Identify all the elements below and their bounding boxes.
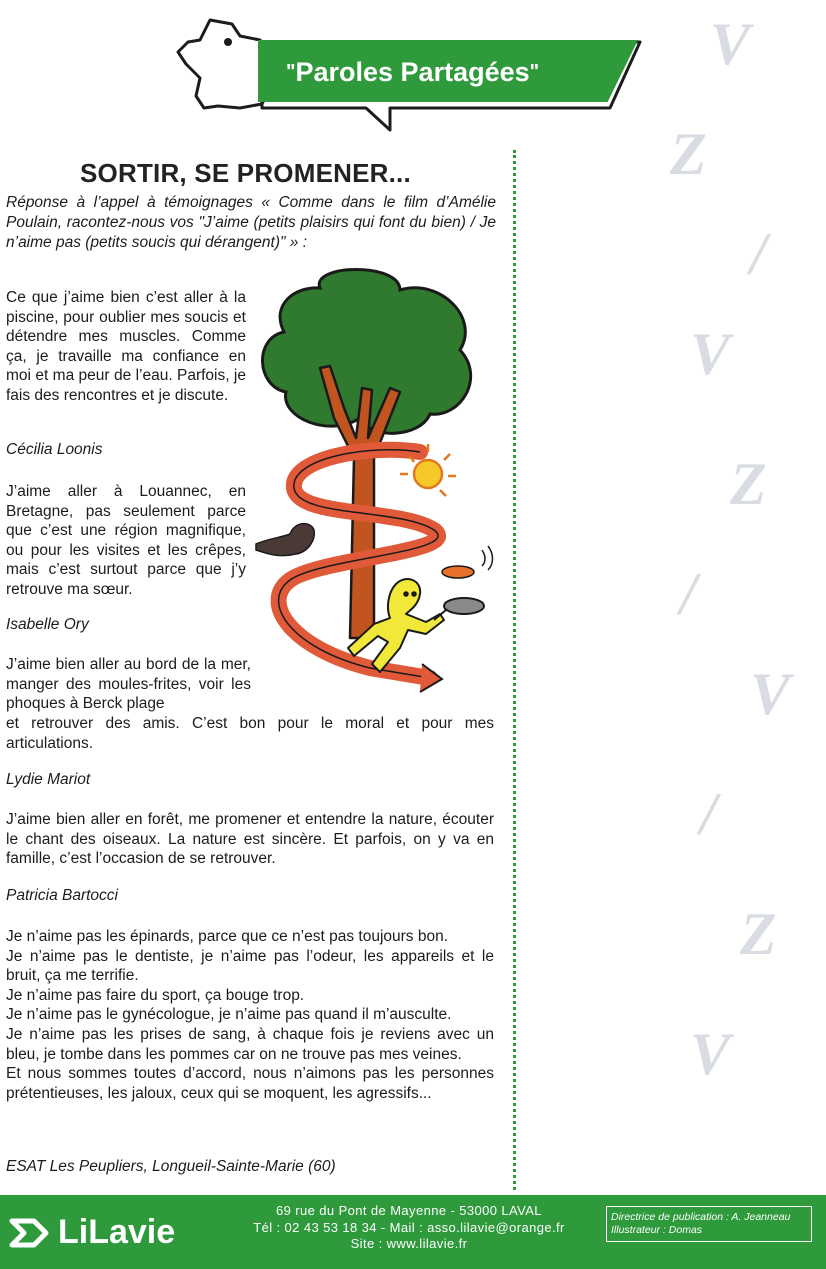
- france-map-icon: [178, 20, 270, 108]
- dislike-item: Je n’aime pas les prises de sang, à chaque fois je reviens avec un bleu, je tombe dans les pommes car on ne trouve pas mes veines.: [6, 1025, 494, 1063]
- tree-illustration: [250, 268, 500, 708]
- illustrator-credit: Illustrateur : Domas: [611, 1224, 703, 1236]
- article-signature: ESAT Les Peupliers, Longueil-Sainte-Marie (60): [6, 1158, 336, 1175]
- footer-address-block: [224, 1203, 594, 1253]
- lilavie-logo-icon: [8, 1213, 52, 1253]
- testimonial-text: Ce que j’aime bien c’est aller à la piscine, pour oublier mes soucis et détendre mes muscles. Comme ça, je travaille ma confiance en moi et ma peur de l’eau. Parfois, je fais des rencontres et je discute.: [6, 289, 246, 404]
- bleed-through-texture: V Z / V Z / V / Z V: [670, 11, 791, 1087]
- header-title: "Paroles Partagées": [286, 57, 540, 87]
- dislike-item: Je n’aime pas le gynécologue, je n’aime pas quand il m’ausculte.: [6, 1006, 452, 1024]
- dislike-item: Je n’aime pas faire du sport, ça bouge trop.: [6, 986, 305, 1004]
- dislike-item: Je n’aime pas les épinards, parce que ce n’est pas toujours bon.: [6, 928, 449, 945]
- article-intro: Réponse à l’appel à témoignages « Comme dans le film d’Amélie Poulain, racontez-nous vos "J’aime (petits plaisirs qui font du bien) / Je n’aime pas (petits soucis qui dérangent)" » :: [6, 194, 496, 251]
- footer-contact: Tél : 02 43 53 18 34 - Mail : asso.lilavie@orange.fr: [253, 1219, 565, 1235]
- seal-icon: [256, 524, 314, 556]
- testimonial-author: Patricia Bartocci: [6, 887, 118, 904]
- testimonial-author: Lydie Mariot: [6, 771, 91, 788]
- testimonial-author: Isabelle Ory: [6, 616, 89, 633]
- dislike-item: Et nous sommes toutes d’accord, nous n’aimons pas les personnes prétentieuses, les jaloux, ceux qui se moquent, les agressifs...: [6, 1065, 494, 1102]
- dislike-item: Je n’aime pas le dentiste, je n’aime pas l’odeur, les appareils et le bruit, ça me terrifie.: [6, 947, 494, 985]
- footer-address: 69 rue du Pont de Mayenne - 53000 LAVAL: [276, 1203, 542, 1218]
- testimonial-author: Cécilia Loonis: [6, 441, 103, 458]
- footer: [0, 1195, 826, 1269]
- lilavie-wordmark: LiLavie: [58, 1213, 176, 1251]
- footer-site: Site : www.lilavie.fr: [350, 1236, 468, 1251]
- crepe-icon: [442, 546, 493, 578]
- testimonial-text: J’aime aller à Louannec, en Bretagne, pas seulement parce que c’est une région magnifique, ou pour les visites et les crêpes, mais c’est surtout parce que j’y retrouve ma sœur.: [6, 483, 246, 598]
- testimonial-text: J’aime bien aller au bord de la mer, manger des moules-frites, voir les phoques à Berck plage: [6, 656, 251, 713]
- footer-credits: [606, 1206, 812, 1242]
- column-divider: [513, 150, 516, 1190]
- publication-director: Directrice de publication : A. Jeanneau: [611, 1211, 791, 1223]
- article-title: SORTIR, SE PROMENER...: [80, 158, 411, 188]
- lilavie-logo: [8, 1209, 198, 1253]
- testimonial-text: J’aime bien aller en forêt, me promener et entendre la nature, écouter le chant des oiseaux. La nature est sincère. Et parfois, on y va en famille, c’est l’occasion de se retrouver.: [6, 811, 494, 868]
- testimonial-text: et retrouver des amis. C’est bon pour le moral et pour mes articulations.: [6, 715, 494, 752]
- dislikes-list: [6, 927, 494, 1103]
